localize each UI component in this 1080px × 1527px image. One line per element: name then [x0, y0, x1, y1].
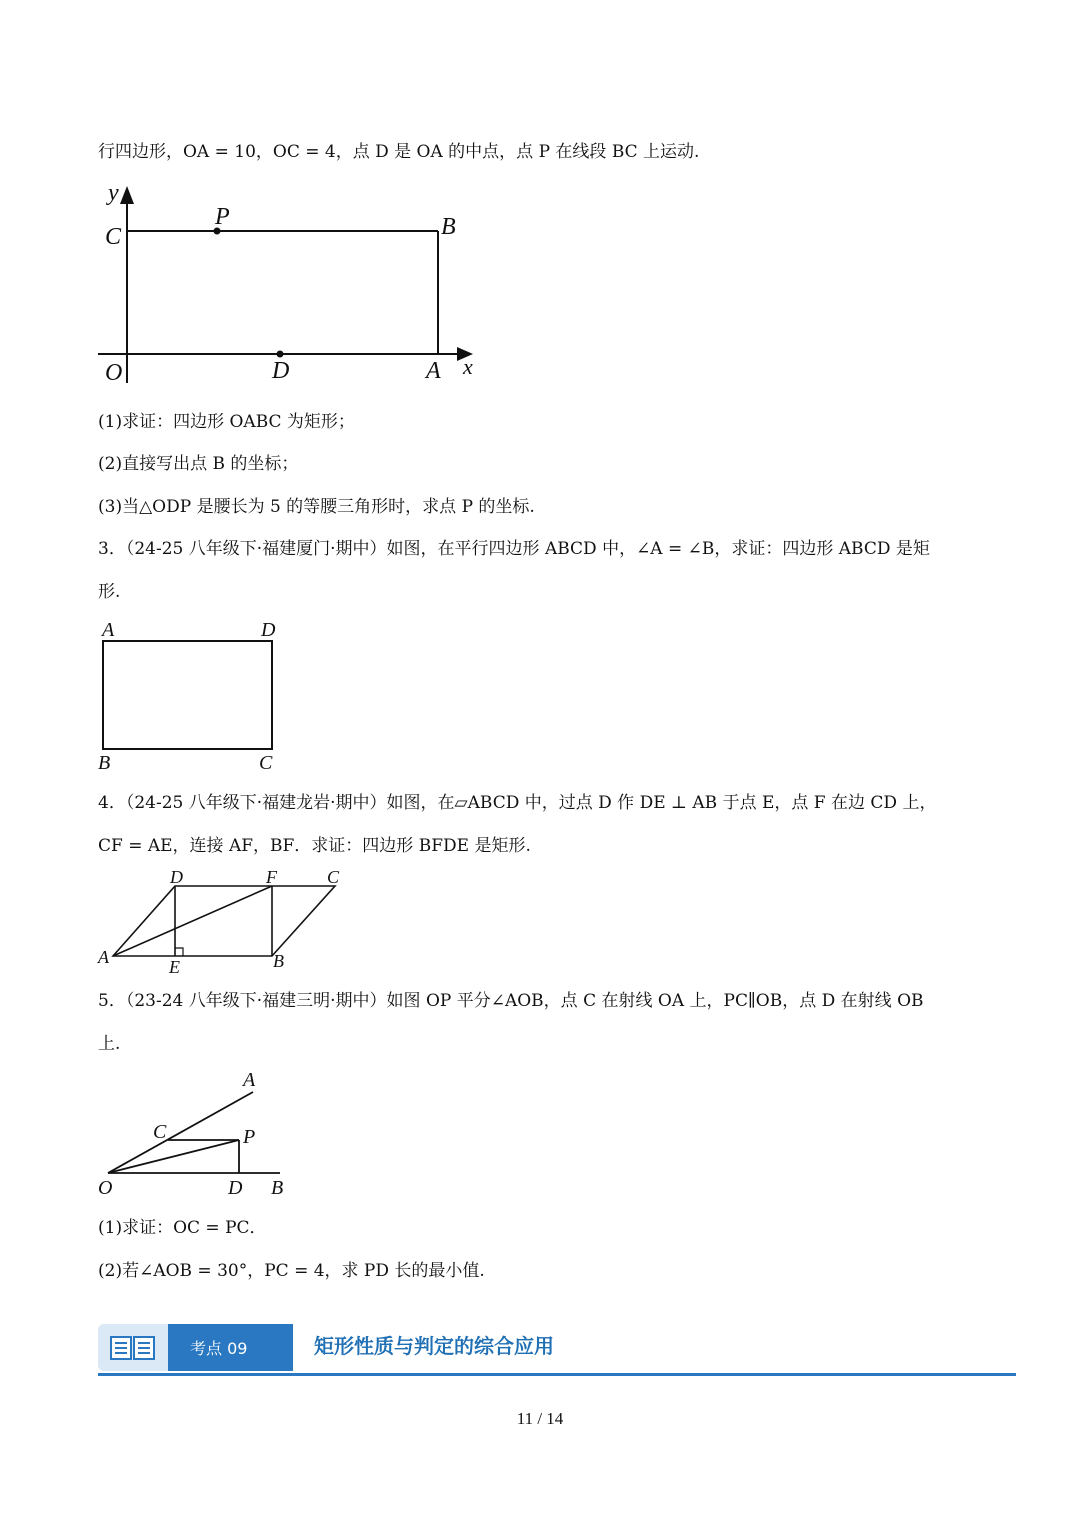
figure-rectangle-abcd	[95, 616, 295, 776]
label-c: C	[327, 867, 340, 887]
section-tag	[98, 1324, 293, 1371]
segment-af	[113, 886, 272, 956]
label-d: D	[261, 619, 276, 641]
label-p: P	[215, 204, 230, 230]
label-d: D	[228, 1177, 243, 1199]
book-icon	[110, 1336, 156, 1360]
figure-rectangle-oabc	[95, 178, 490, 393]
q3-text-line1: 3．（24-25 八年级下·福建厦门·期中）如图，在平行四边形 ABCD 中，∠A = ∠B，求证：四边形 ABCD 是矩	[98, 539, 930, 559]
label-b: B	[441, 214, 456, 240]
label-b: B	[98, 752, 111, 774]
q2-part3: (3)当△ODP 是腰长为 5 的等腰三角形时，求点 P 的坐标.	[98, 497, 535, 517]
label-o: O	[98, 1177, 113, 1199]
q4-text-line1: 4．（24-25 八年级下·福建龙岩·期中）如图，在▱ABCD 中，过点 D 作 DE ⊥ AB 于点 E，点 F 在边 CD 上，	[98, 793, 937, 813]
label-f: F	[266, 867, 277, 887]
label-c: C	[105, 224, 122, 250]
figure-parallelogram-abcd	[95, 866, 355, 978]
q2-part2: (2)直接写出点 B 的坐标；	[98, 454, 299, 474]
ray-oa	[108, 1092, 256, 1173]
label-c: C	[259, 752, 273, 774]
q5-part1: (1)求证：OC = PC．	[98, 1218, 267, 1238]
label-b: B	[273, 951, 284, 971]
section-tag-label: 考点 09	[190, 1339, 248, 1358]
label-e: E	[169, 957, 180, 977]
rectangle-abcd	[103, 641, 272, 749]
q5-text-line2: 上.	[98, 1034, 121, 1054]
q3-text-line2: 形.	[98, 582, 121, 602]
label-x: x	[463, 354, 473, 379]
section-rule	[98, 1373, 1016, 1376]
q5-part2: (2)若∠AOB = 30°，PC = 4，求 PD 长的最小值.	[98, 1261, 485, 1281]
label-b: B	[271, 1177, 284, 1199]
label-a: A	[98, 947, 109, 967]
q4-text-line2: CF = AE，连接 AF，BF．求证：四边形 BFDE 是矩形.	[98, 836, 531, 856]
label-a: A	[243, 1069, 256, 1091]
segment-op	[108, 1140, 239, 1173]
parallelogram-abcd	[113, 886, 335, 956]
label-p: P	[243, 1126, 256, 1148]
label-y: y	[108, 180, 119, 206]
label-c: C	[153, 1121, 167, 1143]
label-o: O	[105, 360, 123, 386]
figure-angle-bisector	[95, 1066, 305, 1202]
section-title: 矩形性质与判定的综合应用	[314, 1334, 554, 1358]
label-d: D	[272, 358, 290, 384]
label-d: D	[170, 867, 183, 887]
right-angle-mark	[175, 948, 183, 956]
label-a: A	[426, 358, 441, 384]
label-a: A	[102, 619, 115, 641]
point-d	[277, 351, 284, 358]
q5-text-line1: 5．（23-24 八年级下·福建三明·期中）如图 OP 平分∠AOB，点 C 在射线 OA 上，PC∥OB，点 D 在射线 OB	[98, 991, 924, 1011]
y-axis-arrow	[120, 186, 134, 204]
q2-part1: (1)求证：四边形 OABC 为矩形；	[98, 412, 355, 432]
problem-intro-text: 行四边形，OA = 10，OC = 4，点 D 是 OA 的中点，点 P 在线段 BC 上运动.	[98, 142, 700, 162]
page-number: 11 / 14	[516, 1409, 564, 1428]
